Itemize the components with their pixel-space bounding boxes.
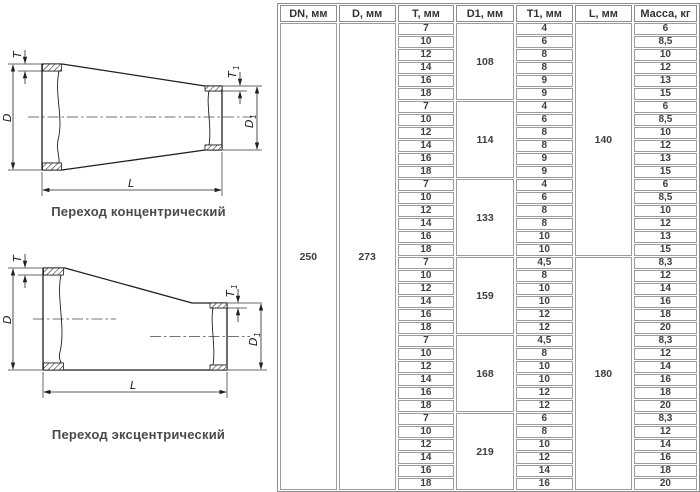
mass-cell: 13 (634, 231, 697, 243)
t-cell: 14 (398, 218, 455, 230)
t1-cell: 8 (516, 140, 573, 152)
t1-cell: 6 (516, 192, 573, 204)
svg-text:D: D (247, 337, 260, 346)
t-cell: 10 (398, 192, 455, 204)
t1-cell: 6 (516, 413, 573, 425)
t1-cell: 10 (516, 439, 573, 451)
column-header-t: T, мм (398, 5, 455, 22)
t-cell: 7 (398, 413, 455, 425)
l-cell: 140 (575, 23, 632, 256)
table-row (280, 23, 697, 35)
column-header-d1: D1, мм (456, 5, 513, 22)
mass-cell: 6 (634, 101, 697, 113)
t-cell: 18 (398, 478, 455, 490)
mass-cell: 12 (634, 426, 697, 438)
t1-cell: 10 (516, 283, 573, 295)
t-cell: 7 (398, 335, 455, 347)
eccentric-reducer-diagram (0, 242, 277, 412)
t1-cell: 9 (516, 166, 573, 178)
mass-cell: 15 (634, 166, 697, 178)
d-cell: 273 (339, 23, 396, 490)
mass-cell: 8,5 (634, 36, 697, 48)
drawings-panel (0, 0, 277, 483)
t1-cell: 9 (516, 75, 573, 87)
mass-cell: 6 (634, 23, 697, 35)
column-header-l: L, мм (575, 5, 632, 22)
t-cell: 7 (398, 101, 455, 113)
mass-cell: 12 (634, 140, 697, 152)
d1-cell: 133 (456, 179, 513, 256)
t-cell: 12 (398, 439, 455, 451)
t-cell: 16 (398, 75, 455, 87)
t1-cell: 4 (516, 179, 573, 191)
t-cell: 18 (398, 400, 455, 412)
t-cell: 18 (398, 322, 455, 334)
t-cell: 16 (398, 231, 455, 243)
svg-text:1: 1 (230, 284, 239, 289)
d1-cell: 219 (456, 413, 513, 490)
t1-cell: 14 (516, 465, 573, 477)
svg-text:D: D (1, 113, 14, 122)
column-header-dn: DN, мм (280, 5, 337, 22)
t-cell: 16 (398, 465, 455, 477)
mass-cell: 12 (634, 218, 697, 230)
t-cell: 10 (398, 426, 455, 438)
t-cell: 12 (398, 361, 455, 373)
t-cell: 16 (398, 309, 455, 321)
d-dimension-label (1, 316, 14, 324)
mass-cell: 12 (634, 62, 697, 74)
t1-dimension-label (224, 284, 239, 297)
t-cell: 10 (398, 36, 455, 48)
t-cell: 14 (398, 452, 455, 464)
d1-cell: 114 (456, 101, 513, 178)
d1-cell: 159 (456, 257, 513, 334)
t1-cell: 4,5 (516, 257, 573, 269)
t1-cell: 8 (516, 270, 573, 282)
column-header-t1: T1, мм (516, 5, 573, 22)
t-cell: 18 (398, 88, 455, 100)
svg-text:1: 1 (253, 332, 262, 337)
mass-cell: 16 (634, 296, 697, 308)
t1-cell: 12 (516, 400, 573, 412)
column-header-mass: Масса, кг (634, 5, 697, 22)
t1-cell: 10 (516, 374, 573, 386)
mass-cell: 8,3 (634, 257, 697, 269)
t1-cell: 12 (516, 452, 573, 464)
d-dimension-label (1, 114, 14, 122)
t-cell: 16 (398, 387, 455, 399)
l-cell: 180 (575, 257, 632, 490)
mass-cell: 12 (634, 270, 697, 282)
t-cell: 7 (398, 257, 455, 269)
t1-cell: 4,5 (516, 335, 573, 347)
t-cell: 14 (398, 62, 455, 74)
t1-cell: 4 (516, 101, 573, 113)
mass-cell: 15 (634, 88, 697, 100)
t1-cell: 6 (516, 114, 573, 126)
column-header-d: D, мм (339, 5, 396, 22)
t1-cell: 6 (516, 36, 573, 48)
t-cell: 18 (398, 166, 455, 178)
t1-cell: 8 (516, 218, 573, 230)
d1-cell: 108 (456, 23, 513, 100)
t1-cell: 8 (516, 348, 573, 360)
mass-cell: 10 (634, 205, 697, 217)
t1-cell: 10 (516, 231, 573, 243)
mass-cell: 13 (634, 153, 697, 165)
mass-cell: 8,5 (634, 192, 697, 204)
t-cell: 18 (398, 244, 455, 256)
t1-cell: 9 (516, 88, 573, 100)
pipe-outline (43, 268, 227, 370)
l-dimension-label: L (130, 379, 137, 392)
dn-cell: 250 (280, 23, 337, 490)
mass-cell: 20 (634, 322, 697, 334)
t-cell: 7 (398, 23, 455, 35)
t-cell: 12 (398, 127, 455, 139)
d1-cell: 168 (456, 335, 513, 412)
t1-cell: 8 (516, 205, 573, 217)
svg-text:T: T (11, 255, 24, 262)
mass-cell: 10 (634, 49, 697, 61)
d1-dimension-label (247, 332, 262, 346)
mass-cell: 18 (634, 309, 697, 321)
t-cell: 12 (398, 283, 455, 295)
svg-text:1: 1 (249, 114, 258, 119)
t1-cell: 8 (516, 49, 573, 61)
d1-dimension-label (243, 114, 258, 128)
mass-cell: 6 (634, 179, 697, 191)
mass-cell: 8,3 (634, 335, 697, 347)
t-cell: 10 (398, 348, 455, 360)
eccentric-caption: Переход эксцентрический (51, 427, 226, 442)
mass-cell: 8,3 (634, 413, 697, 425)
mass-cell: 10 (634, 127, 697, 139)
mass-cell: 8,5 (634, 114, 697, 126)
t1-dimension-label (226, 65, 241, 78)
dimensions-table-body (280, 23, 697, 490)
dimensions-table (277, 3, 700, 492)
t1-cell: 10 (516, 361, 573, 373)
t-cell: 14 (398, 296, 455, 308)
t-cell: 12 (398, 205, 455, 217)
t-dimension-label (11, 254, 24, 262)
svg-text:T: T (11, 51, 24, 58)
t-cell: 10 (398, 270, 455, 282)
concentric-reducer-diagram (0, 0, 277, 200)
t1-cell: 8 (516, 62, 573, 74)
t1-cell: 12 (516, 309, 573, 321)
mass-cell: 13 (634, 75, 697, 87)
concentric-caption: Переход концентрический (51, 204, 226, 219)
t-cell: 16 (398, 153, 455, 165)
t-dimension-label (11, 50, 24, 58)
svg-text:T: T (224, 290, 237, 297)
centerline (33, 319, 250, 337)
mass-cell: 20 (634, 478, 697, 490)
t1-cell: 16 (516, 478, 573, 490)
t-cell: 14 (398, 374, 455, 386)
extension-lines (8, 64, 262, 196)
mass-cell: 15 (634, 244, 697, 256)
break-line-right (208, 91, 210, 145)
t1-cell: 12 (516, 387, 573, 399)
t-cell: 7 (398, 179, 455, 191)
mass-cell: 12 (634, 348, 697, 360)
t1-cell: 12 (516, 322, 573, 334)
header-row (280, 5, 697, 22)
t1-cell: 8 (516, 127, 573, 139)
svg-text:D: D (243, 119, 256, 128)
t-cell: 14 (398, 140, 455, 152)
l-dimension-label: L (128, 177, 135, 190)
mass-cell: 20 (634, 400, 697, 412)
svg-text:1: 1 (232, 65, 241, 70)
t-cell: 10 (398, 114, 455, 126)
t1-cell: 4 (516, 23, 573, 35)
mass-cell: 14 (634, 283, 697, 295)
t1-cell: 8 (516, 426, 573, 438)
mass-cell: 16 (634, 374, 697, 386)
t-cell: 12 (398, 49, 455, 61)
t1-cell: 10 (516, 296, 573, 308)
mass-cell: 16 (634, 452, 697, 464)
t1-cell: 9 (516, 153, 573, 165)
svg-text:T: T (226, 71, 239, 78)
mass-cell: 14 (634, 439, 697, 451)
mass-cell: 14 (634, 361, 697, 373)
mass-cell: 18 (634, 387, 697, 399)
mass-cell: 18 (634, 465, 697, 477)
t1-cell: 10 (516, 244, 573, 256)
svg-text:D: D (1, 315, 14, 324)
